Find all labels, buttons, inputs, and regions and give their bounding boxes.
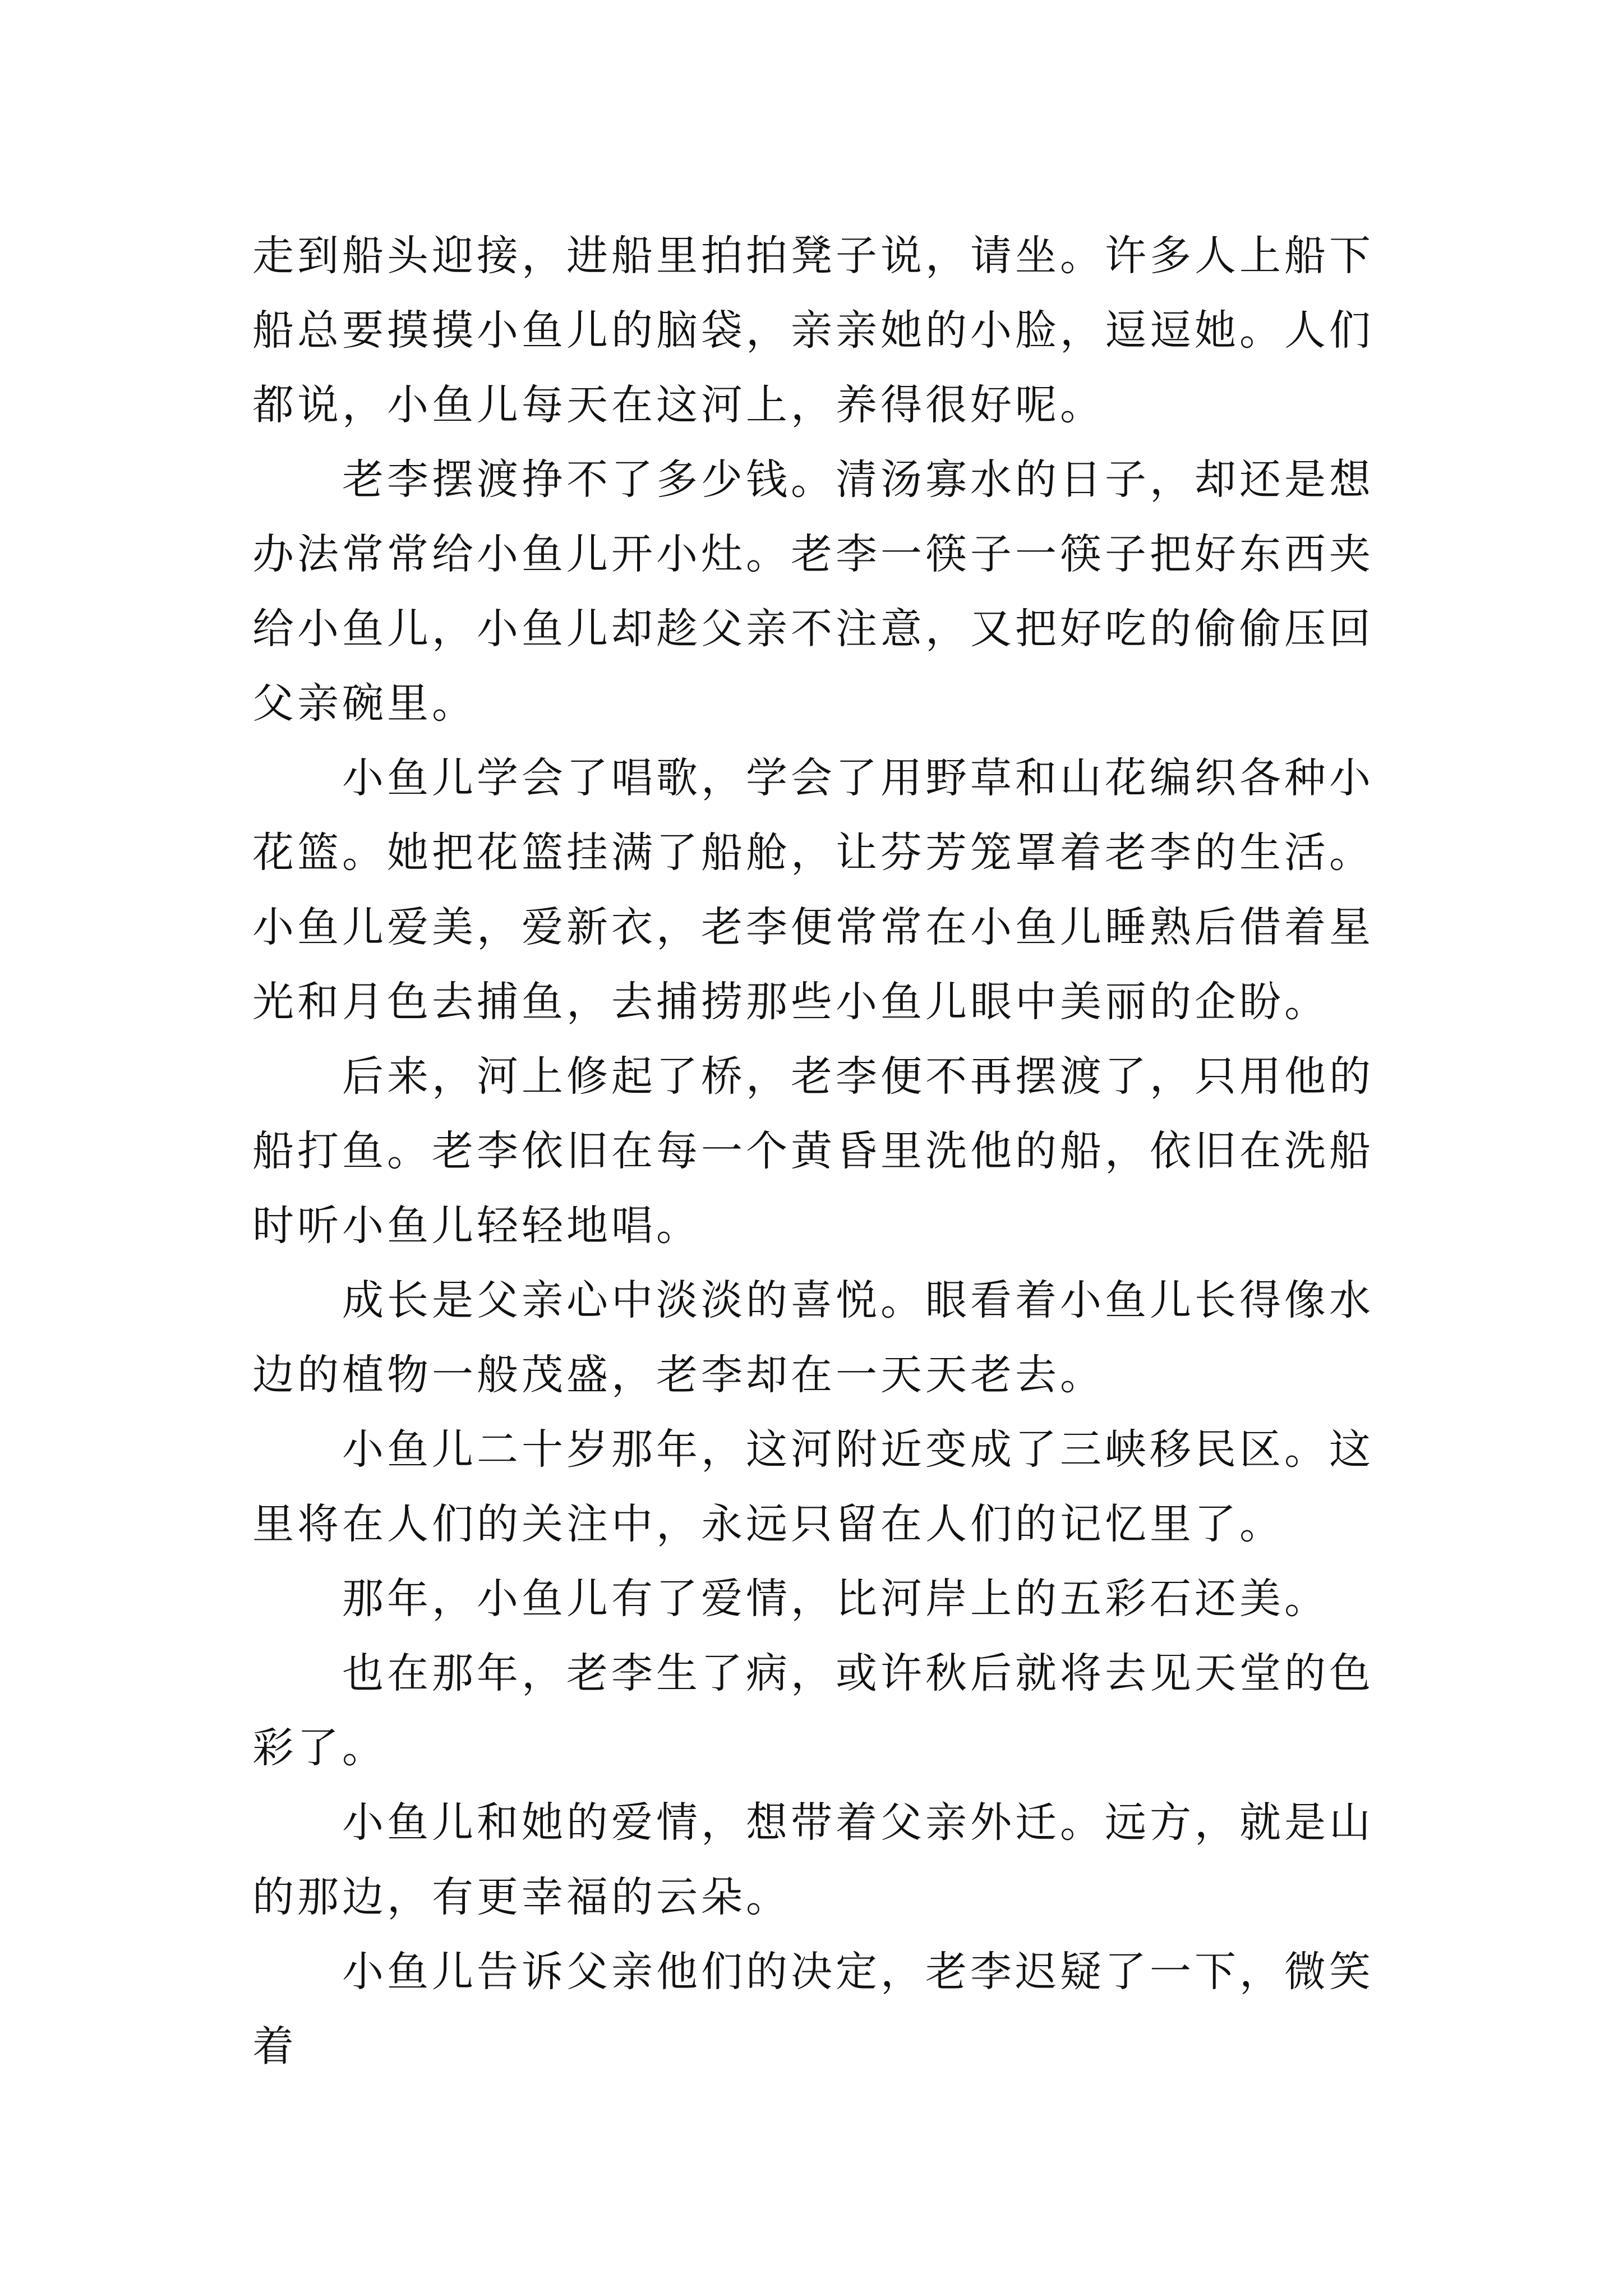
paragraph-7: 那年，小鱼儿有了爱情，比河岸上的五彩石还美。 <box>342 1575 1329 1623</box>
paragraph-2: 老李摆渡挣不了多少钱。清汤寡水的日子，却还是想办法常常给小鱼儿开小灶。老李一筷子一筷子把好东西夹给小鱼儿，小鱼儿却趁父亲不注意，又把好吃的偷偷压回父亲碗里。 <box>252 455 1374 728</box>
paragraph-9: 小鱼儿和她的爱情，想带着父亲外迁。远方，就是山的那边，有更幸福的云朵。 <box>252 1798 1374 1921</box>
paragraph-3: 小鱼儿学会了唱歌，学会了用野草和山花编织各种小花篮。她把花篮挂满了船舱，让芬芳笼罩着老李的生活。小鱼儿爱美，爱新衣，老李便常常在小鱼儿睡熟后借着星光和月色去捕鱼，去捕捞那些小鱼儿眼中美丽的企盼。 <box>252 754 1374 1026</box>
paragraph-1: 走到船头迎接，进船里拍拍凳子说，请坐。许多人上船下船总要摸摸小鱼儿的脑袋，亲亲她的小脸，逗逗她。人们都说，小鱼儿每天在这河上，养得很好呢。 <box>252 232 1374 429</box>
document-body <box>252 219 1374 2084</box>
paragraph-4: 后来，河上修起了桥，老李便不再摆渡了，只用他的船打鱼。老李依旧在每一个黄昏里洗他的船，依旧在洗船时听小鱼儿轻轻地唱。 <box>252 1052 1374 1250</box>
paragraph-5: 成长是父亲心中淡淡的喜悦。眼看着小鱼儿长得像水边的植物一般茂盛，老李却在一天天老去。 <box>252 1276 1374 1399</box>
paragraph-10: 小鱼儿告诉父亲他们的决定，老李迟疑了一下，微笑着 <box>252 1948 1374 2070</box>
paragraph-6: 小鱼儿二十岁那年，这河附近变成了三峡移民区。这里将在人们的关注中，永远只留在人们的记忆里了。 <box>252 1425 1374 1548</box>
paragraph-8: 也在那年，老李生了病，或许秋后就将去见天堂的色彩了。 <box>252 1649 1374 1772</box>
